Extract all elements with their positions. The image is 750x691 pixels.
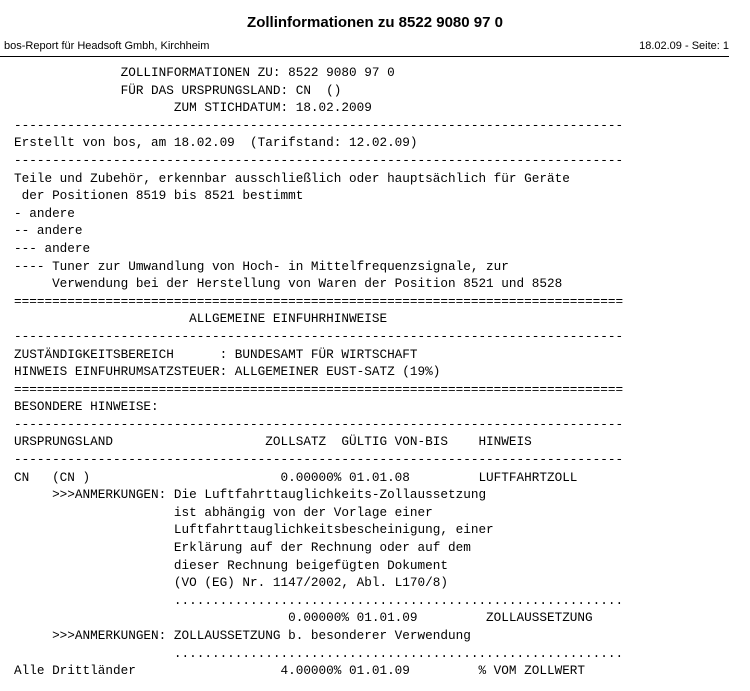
report-line: -- andere: [14, 223, 83, 239]
report-line: Erklärung auf der Rechnung oder auf dem: [14, 540, 471, 556]
report-date-page: 18.02.09 - Seite: 1: [639, 40, 729, 52]
report-line: der Positionen 8519 bis 8521 bestimmt: [14, 188, 304, 204]
report-line: Verwendung bei der Herstellung von Waren der Position 8521 und 8528: [14, 276, 563, 292]
report-line: Alle Drittländer 4.00000% 01.01.09 % VOM ZOLLWERT: [14, 663, 586, 679]
report-line: --- andere: [14, 240, 91, 256]
report-line: BESONDERE HINWEISE:: [14, 399, 159, 415]
report-line: >>>ANMERKUNGEN: Die Luftfahrttauglichkeits-Zollaussetzung: [14, 487, 487, 503]
report-line: ---- Tuner zur Umwandlung von Hoch- in Mittelfrequenzsignale, zur: [14, 258, 509, 274]
report-line: CN (CN ) 0.00000% 01.01.08 LUFTFAHRTZOLL: [14, 469, 578, 485]
report-line: FÜR DAS URSPRUNGSLAND: CN (): [14, 82, 342, 98]
report-line: ZOLLINFORMATIONEN ZU: 8522 9080 97 0: [14, 65, 395, 80]
report-line: Teile und Zubehör, erkennbar ausschließlich oder hauptsächlich für Geräte: [14, 170, 570, 186]
report-line: ist abhängig von der Vorlage einer: [14, 504, 433, 520]
report-line: ...........................................................: [14, 592, 624, 608]
report-line: HINWEIS EINFUHRUMSATZSTEUER: ALLGEMEINER EUST-SATZ (19%): [14, 364, 441, 380]
report-line: ALLGEMEINE EINFUHRHINWEISE: [14, 311, 388, 327]
report-line: 0.00000% 01.01.09 ZOLLAUSSETZUNG: [14, 610, 593, 626]
report-line: dieser Rechnung beigefügten Dokument: [14, 557, 448, 573]
report-line: ZUM STICHDATUM: 18.02.2009: [14, 100, 372, 116]
report-line: --------------------------------------------------------------------------------: [14, 152, 624, 168]
report-line: ZUSTÄNDIGKEITSBEREICH : BUNDESAMT FÜR WIRTSCHAFT: [14, 346, 418, 362]
report-line: - andere: [14, 205, 75, 221]
report-line: --------------------------------------------------------------------------------: [14, 416, 624, 432]
report-line: URSPRUNGSLAND ZOLLSATZ GÜLTIG VON-BIS HINWEIS: [14, 434, 532, 450]
page-title: Zollinformationen zu 8522 9080 97 0: [247, 14, 503, 31]
report-line: ...........................................................: [14, 645, 624, 661]
report-line: ================================================================================: [14, 381, 624, 397]
report-line: --------------------------------------------------------------------------------: [14, 117, 624, 133]
report-line: >>>ANMERKUNGEN: ZOLLAUSSETZUNG b. besonderer Verwendung: [14, 628, 471, 643]
report-line: ================================================================================: [14, 293, 624, 309]
customs-report-body: [14, 64, 623, 680]
header-divider: [0, 56, 729, 57]
report-source: bos-Report für Headsoft Gmbh, Kirchheim: [4, 40, 210, 52]
report-line: Erstellt von bos, am 18.02.09 (Tarifstand: 12.02.09): [14, 135, 418, 151]
report-line: --------------------------------------------------------------------------------: [14, 328, 624, 344]
report-line: --------------------------------------------------------------------------------: [14, 452, 624, 468]
report-line: (VO (EG) Nr. 1147/2002, Abl. L170/8): [14, 575, 448, 591]
report-line: Luftfahrttauglichkeitsbescheinigung, einer: [14, 522, 494, 538]
